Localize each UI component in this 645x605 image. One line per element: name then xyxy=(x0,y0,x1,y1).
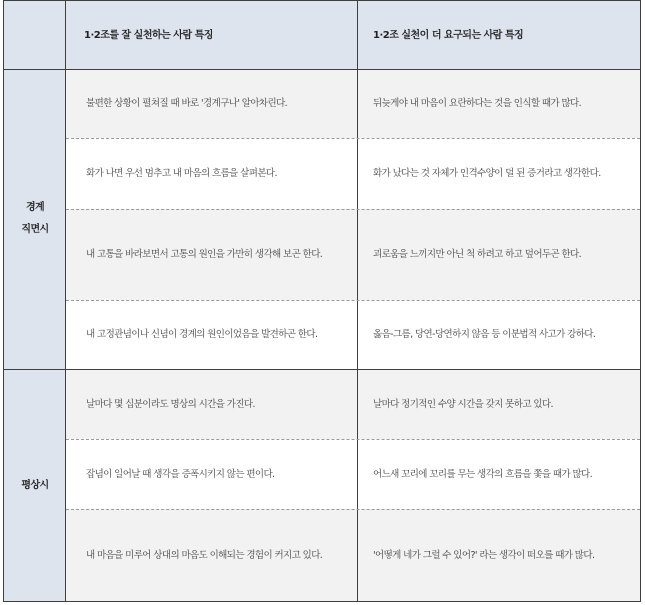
group-label-confrontation xyxy=(4,69,66,369)
table-cell-good: 잡념이 일어날 때 생각을 증폭시키지 않는 편이다. xyxy=(66,439,357,509)
table-cell-needs: 뒤늦게야 내 마음이 요란하다는 것을 인식할 때가 많다. xyxy=(357,69,640,138)
comparison-table xyxy=(3,0,641,602)
row-divider xyxy=(66,509,640,510)
header-corner-cell xyxy=(4,1,66,69)
table-cell-needs: 어느새 꼬리에 꼬리를 무는 생각의 흐름을 쫓을 때가 많다. xyxy=(357,439,640,509)
table-cell-needs: 화가 났다는 것 자체가 인격수양이 덜 된 증거라고 생각한다. xyxy=(357,138,640,209)
group-divider xyxy=(4,369,640,370)
header-needs-practice: 1·2조 실천이 더 요구되는 사람 특징 xyxy=(357,1,640,69)
table-cell-good: 불편한 상황이 펼쳐질 때 바로 '경계구나' 알아차린다. xyxy=(66,69,357,138)
header-good-practice: 1·2조를 잘 실천하는 사람 특징 xyxy=(66,1,357,69)
column-divider xyxy=(65,1,66,601)
table-cell-needs: 괴로움을 느끼지만 아닌 척 하려고 하고 덮어두곤 한다. xyxy=(357,209,640,300)
table-cell-good: 내 고통을 바라보면서 고통의 원인을 가만히 생각해 보곤 한다. xyxy=(66,209,357,300)
group-label-line: 경계 xyxy=(25,202,45,213)
group-label-line: 직면시 xyxy=(21,224,49,235)
table-cell-good: 내 마음을 미루어 상대의 마음도 이해되는 경험이 커지고 있다. xyxy=(66,509,357,601)
row-divider xyxy=(66,138,640,139)
table-cell-good: 내 고정관념이나 신념이 경계의 원인이었음을 발견하곤 한다. xyxy=(66,300,357,369)
column-divider xyxy=(357,1,358,601)
row-divider xyxy=(66,300,640,301)
group-label-normal: 평상시 xyxy=(4,369,66,601)
table-cell-needs: 날마다 정기적인 수양 시간을 갖지 못하고 있다. xyxy=(357,369,640,439)
header-divider xyxy=(4,69,640,70)
table-cell-needs: '어떻게 네가 그럴 수 있어?' 라는 생각이 떠오를 때가 많다. xyxy=(357,509,640,601)
row-divider xyxy=(66,209,640,210)
row-divider xyxy=(66,439,640,440)
table-cell-good: 날마다 몇 십분이라도 명상의 시간을 가진다. xyxy=(66,369,357,439)
table-cell-good: 화가 나면 우선 멈추고 내 마음의 흐름을 살펴본다. xyxy=(66,138,357,209)
table-cell-needs: 옳음-그름, 당연-당연하지 않음 등 이분법적 사고가 강하다. xyxy=(357,300,640,369)
